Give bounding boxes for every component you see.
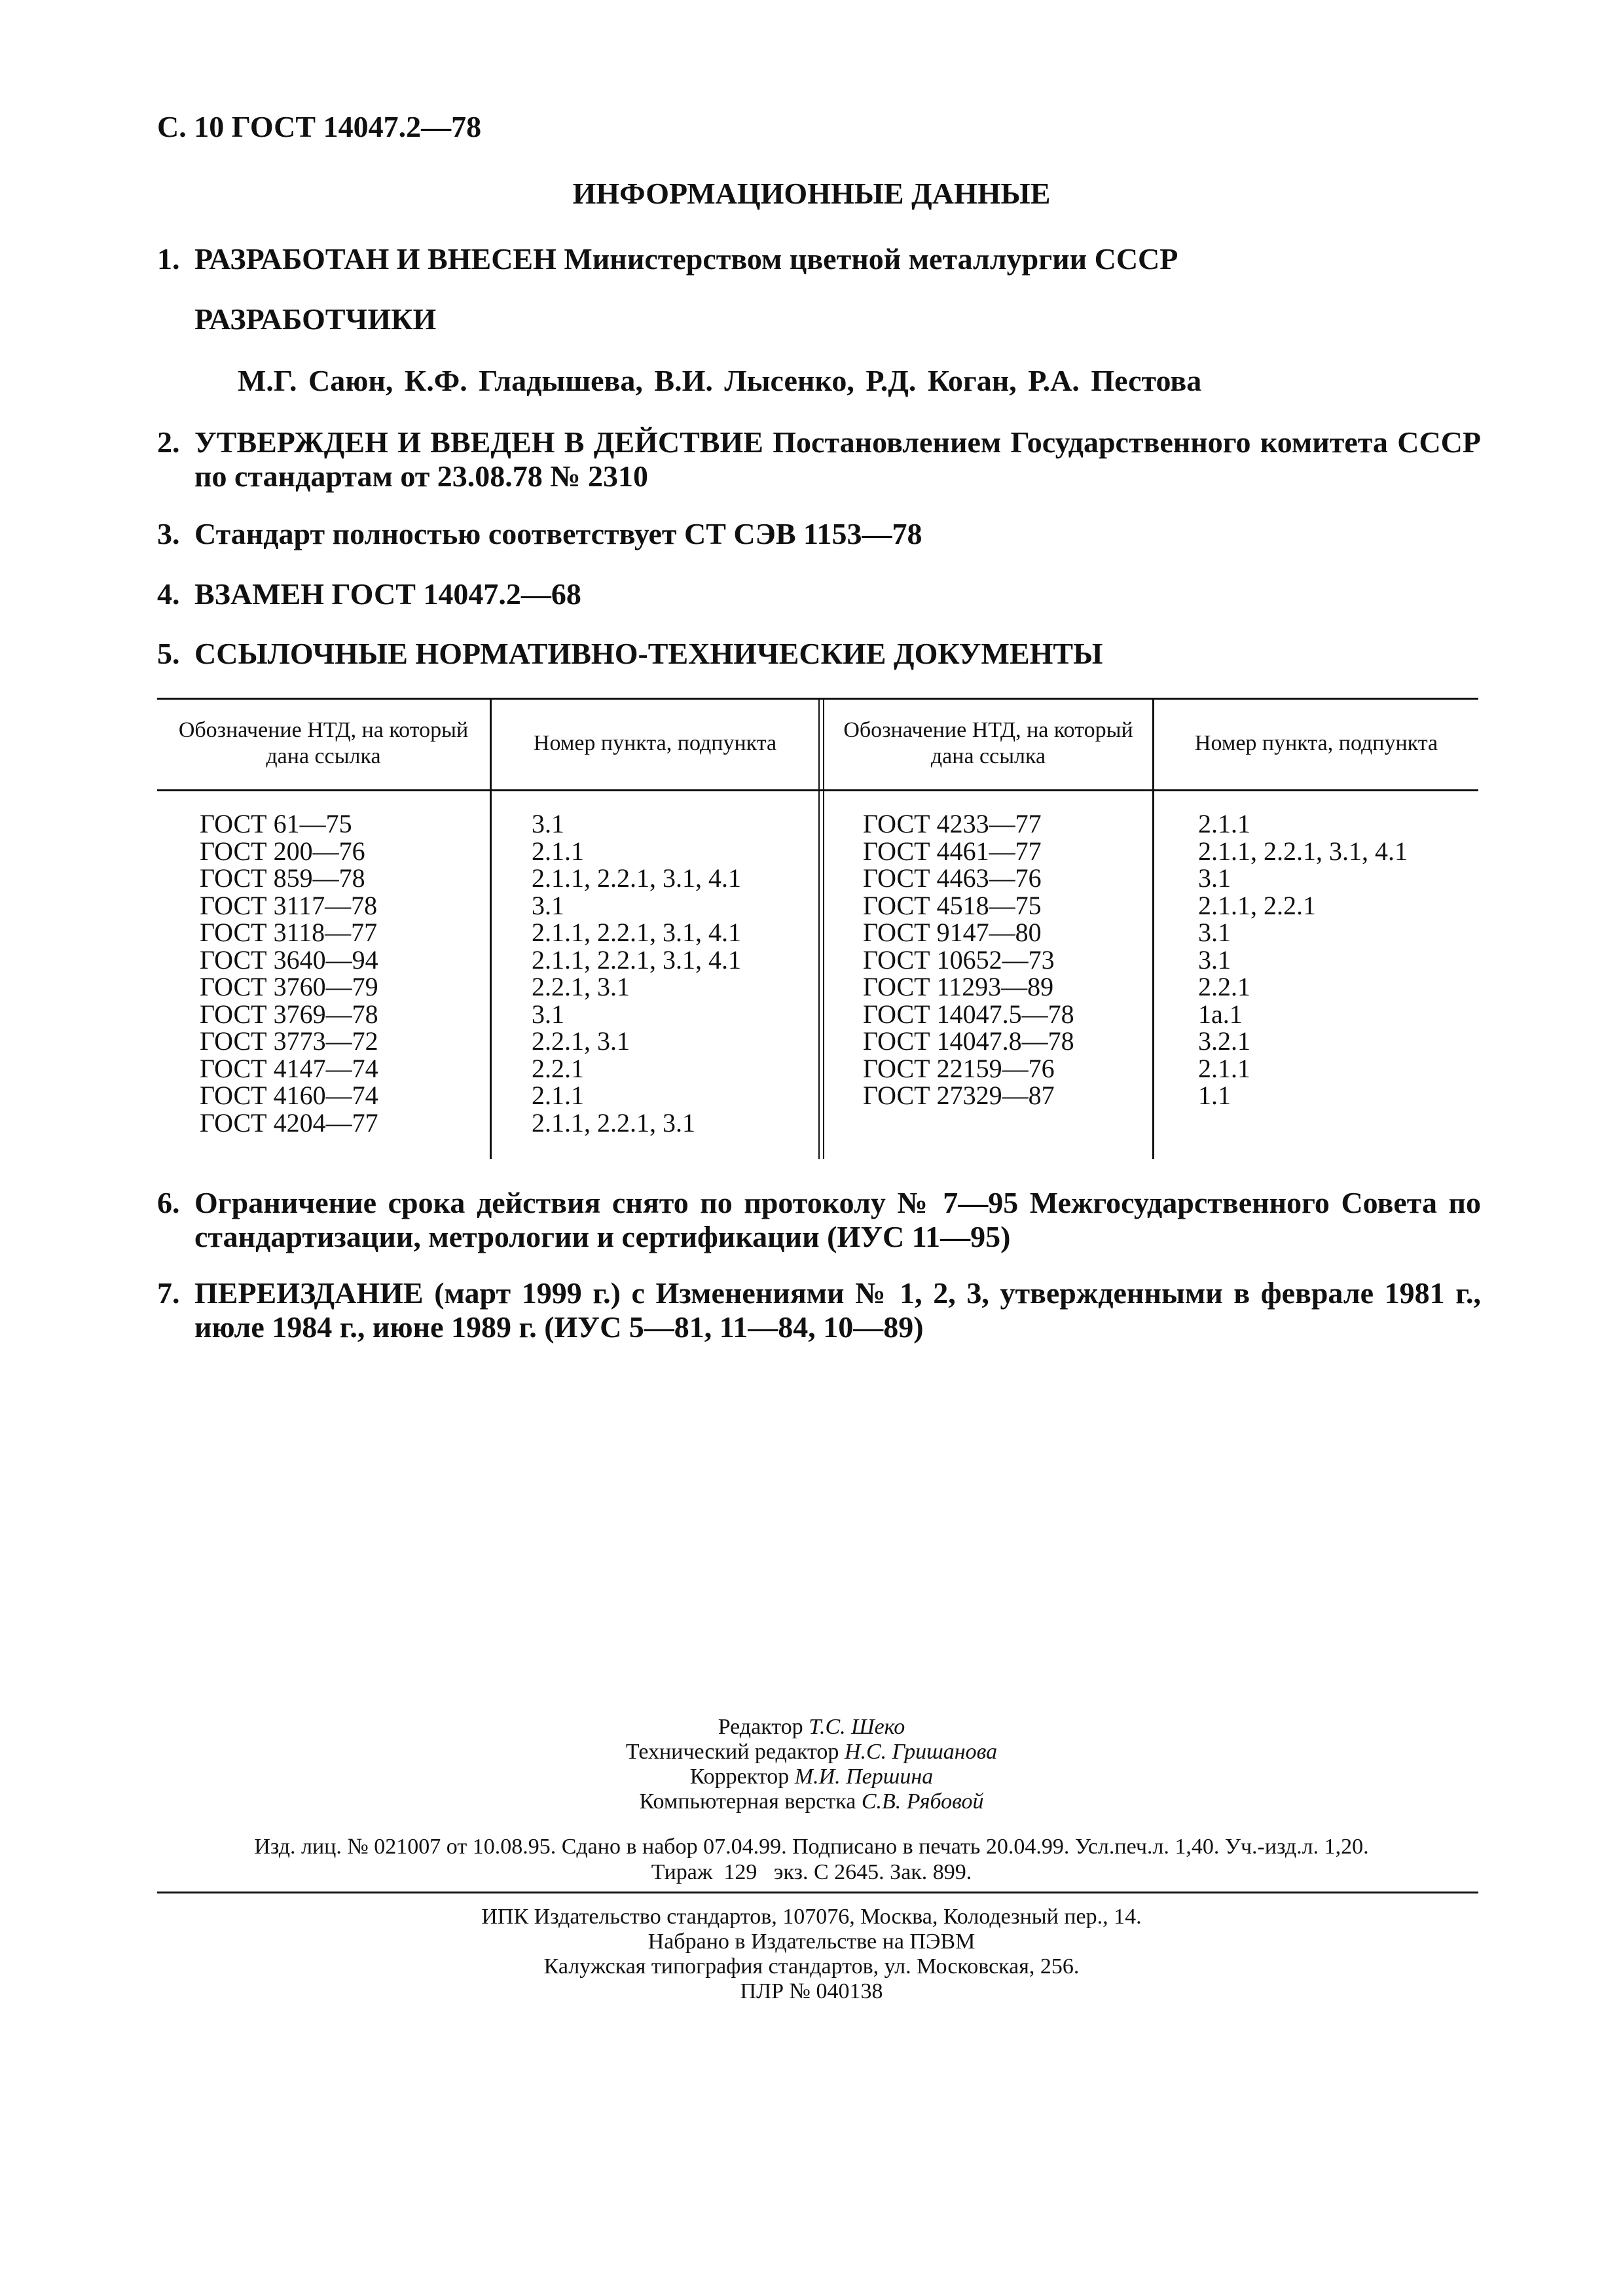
table-cell-clause: 3.1 (532, 809, 564, 838)
left-doc-column (200, 810, 378, 1136)
item-2 (194, 425, 1481, 493)
item-7-lead: ПЕРЕИЗДАНИЕ (194, 1276, 424, 1310)
item-5-number: 5. (157, 637, 180, 670)
staff-proofreader-role: Корректор (689, 1765, 790, 1789)
staff-tech-editor-role: Технический редактор (625, 1740, 839, 1764)
table-cell-doc: ГОСТ 27329—87 (863, 1081, 1055, 1110)
right-doc-column (863, 810, 1074, 1109)
table-cell-clause: 2.1.1 (1198, 809, 1250, 838)
table-cell-clause: 2.1.1, 2.2.1, 3.1, 4.1 (532, 944, 741, 975)
page-header: С. 10 ГОСТ 14047.2—78 (157, 110, 482, 143)
staff-tech-editor-name: Н.С. Гришанова (844, 1740, 998, 1764)
table-cell-clause: 3.1 (532, 999, 564, 1029)
table-cell-clause: 3.1 (532, 890, 564, 920)
table-cell-doc: ГОСТ 22159—76 (863, 1053, 1055, 1083)
table-cell-clause: 3.1 (1198, 944, 1231, 975)
table-cell-doc: ГОСТ 4463—76 (863, 863, 1042, 893)
table-cell-doc: ГОСТ 9147—80 (863, 918, 1042, 947)
staff-editor (0, 1715, 1623, 1740)
table-cell-clause: 2.1.1, 2.2.1, 3.1, 4.1 (532, 863, 741, 893)
staff-layout-name: С.В. Рябовой (861, 1789, 984, 1814)
publisher-line-4: ПЛР № 040138 (740, 1979, 883, 2003)
table-cell-doc: ГОСТ 859—78 (200, 863, 365, 893)
table-header-rule (157, 789, 1478, 791)
staff-proofreader (0, 1765, 1623, 1789)
table-cell-clause: 2.1.1, 2.2.1, 3.1, 4.1 (1198, 836, 1408, 866)
table-divider-2a (818, 698, 820, 1159)
left-clause-column (532, 810, 741, 1136)
staff-tech-editor (0, 1740, 1623, 1765)
table-cell-clause: 2.2.1, 3.1 (532, 972, 630, 1001)
reference-table (157, 698, 1478, 1159)
staff-layout-role: Компьютерная верстка (639, 1789, 856, 1814)
table-cell-doc: ГОСТ 3760—79 (200, 972, 378, 1001)
table-cell-doc: ГОСТ 3773—72 (200, 1026, 378, 1056)
imprint-line-1: Изд. лиц. № 021007 от 10.08.95. Сдано в набор 07.04.99. Подписано в печать 20.04.99. Усл.печ.л. 1,40. Уч.-изд.л. 1,20. (254, 1835, 1369, 1859)
table-cell-clause: 2.2.1 (1198, 972, 1250, 1001)
developers-label: РАЗРАБОТЧИКИ (194, 302, 437, 336)
table-header-clause-right: Номер пункта, подпункта (1194, 731, 1438, 755)
item-4-text: ВЗАМЕН ГОСТ 14047.2—68 (194, 577, 581, 611)
item-5-text: ССЫЛОЧНЫЕ НОРМАТИВНО-ТЕХНИЧЕСКИЕ ДОКУМЕНТЫ (194, 637, 1103, 670)
item-1 (194, 242, 1178, 276)
table-cell-doc: ГОСТ 14047.8—78 (863, 1026, 1074, 1056)
document-title: ИНФОРМАЦИОННЫЕ ДАННЫЕ (572, 177, 1051, 210)
table-cell-clause: 1а.1 (1198, 999, 1243, 1029)
item-1-text: Министерством цветной металлургии СССР (556, 242, 1178, 276)
table-cell-clause: 2.1.1 (532, 1081, 584, 1110)
table-divider-3 (1152, 698, 1154, 1159)
table-cell-clause: 2.1.1, 2.2.1, 3.1, 4.1 (532, 918, 741, 947)
item-1-lead: РАЗРАБОТАН И ВНЕСЕН (194, 242, 556, 276)
table-cell-doc: ГОСТ 3769—78 (200, 999, 378, 1029)
table-cell-doc: ГОСТ 4147—74 (200, 1053, 378, 1083)
table-cell-clause: 3.2.1 (1198, 1026, 1250, 1056)
table-header-clause-left: Номер пункта, подпункта (533, 731, 777, 755)
item-2-number: 2. (157, 425, 180, 459)
staff-editor-name: Т.С. Шеко (809, 1715, 905, 1739)
publisher-line-2: Набрано в Издательстве на ПЭВМ (647, 1929, 976, 1954)
table-cell-doc: ГОСТ 3118—77 (200, 918, 378, 947)
item-6-text: Ограничение срока действия снято по протоколу № 7—95 Межгосударственного Совета по стандартизации, метрологии и сертификации (ИУС 11—95) (194, 1186, 1481, 1253)
item-2-text: Постановлением Государственного комитета СССР по стандартам от 23.08.78 № 2310 (194, 425, 1481, 493)
table-header-doc-left: Обозначение НТД, на который дана ссылка (178, 718, 469, 768)
table-cell-doc: ГОСТ 4204—77 (200, 1107, 378, 1138)
table-cell-clause: 1.1 (1198, 1081, 1231, 1110)
table-cell-clause: 3.1 (1198, 863, 1231, 893)
table-cell-doc: ГОСТ 4233—77 (863, 809, 1042, 838)
table-cell-doc: ГОСТ 4518—75 (863, 890, 1042, 920)
table-top-rule (157, 698, 1478, 700)
item-7 (194, 1276, 1481, 1344)
staff-proofreader-name: М.И. Першина (794, 1765, 934, 1789)
table-cell-doc: ГОСТ 4461—77 (863, 836, 1042, 866)
table-cell-doc: ГОСТ 3640—94 (200, 944, 378, 975)
imprint-line-2: Тираж 129 экз. С 2645. Зак. 899. (651, 1860, 972, 1884)
publisher-line-3: Калужская типография стандартов, ул. Московская, 256. (543, 1954, 1080, 1979)
item-7-number: 7. (157, 1276, 180, 1310)
table-cell-clause: 2.2.1, 3.1 (532, 1026, 630, 1056)
staff-editor-role: Редактор (718, 1715, 803, 1739)
right-clause-column (1198, 810, 1408, 1109)
table-cell-doc: ГОСТ 200—76 (200, 836, 365, 866)
table-divider-1 (490, 698, 492, 1159)
table-cell-clause: 3.1 (1198, 918, 1231, 947)
table-cell-doc: ГОСТ 11293—89 (863, 972, 1054, 1001)
table-cell-clause: 2.1.1, 2.2.1 (1198, 890, 1316, 920)
item-4-number: 4. (157, 577, 180, 611)
table-cell-doc: ГОСТ 14047.5—78 (863, 999, 1074, 1029)
item-2-lead: УТВЕРЖДЕН И ВВЕДЕН В ДЕЙСТВИЕ (194, 425, 763, 459)
table-cell-doc: ГОСТ 61—75 (200, 809, 352, 838)
table-cell-doc: ГОСТ 4160—74 (200, 1081, 378, 1110)
table-cell-doc: ГОСТ 3117—78 (200, 890, 378, 920)
table-cell-doc: ГОСТ 10652—73 (863, 944, 1055, 975)
publisher-line-1: ИПК Издательство стандартов, 107076, Москва, Колодезный пер., 14. (481, 1905, 1142, 1929)
item-6-number: 6. (157, 1186, 180, 1219)
developers-list: М.Г. Саюн, К.Ф. Гладышева, В.И. Лысенко, Р.Д. Коган, Р.А. Пестова (238, 364, 1202, 397)
staff-layout (0, 1789, 1623, 1814)
table-header-doc-right: Обозначение НТД, на который дана ссылка (843, 718, 1133, 768)
item-3-number: 3. (157, 517, 180, 550)
item-7-text: (март 1999 г.) с Изменениями № 1, 2, 3, утвержденными в феврале 1981 г., июле 1984 г., июне 1989 г. (ИУС 5—81, 11—84, 10—89) (194, 1276, 1481, 1344)
item-1-number: 1. (157, 242, 180, 276)
table-cell-clause: 2.1.1, 2.2.1, 3.1 (532, 1107, 695, 1138)
item-3-text: Стандарт полностью соответствует СТ СЭВ 1153—78 (194, 517, 922, 550)
table-cell-clause: 2.2.1 (532, 1053, 584, 1083)
table-cell-clause: 2.1.1 (532, 836, 584, 866)
table-cell-clause: 2.1.1 (1198, 1053, 1250, 1083)
imprint-rule (157, 1892, 1478, 1893)
